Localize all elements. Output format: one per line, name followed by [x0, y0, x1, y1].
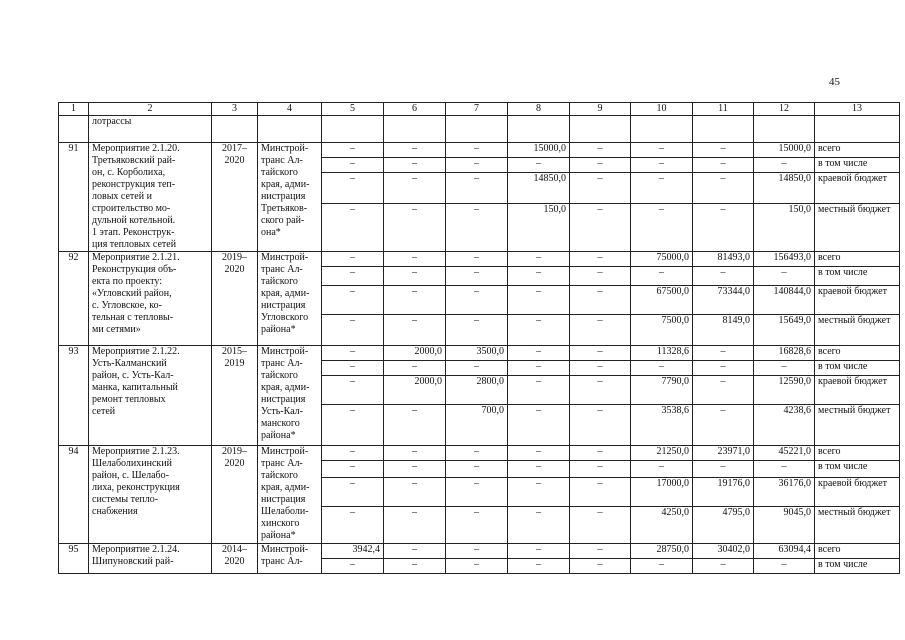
amount-cell: – — [570, 361, 631, 376]
funding-source: местный бюджет — [815, 507, 900, 544]
period — [212, 446, 258, 544]
page-number: 45 — [829, 76, 840, 88]
column-header: 12 — [754, 103, 815, 116]
amount-cell: – — [570, 478, 631, 507]
amount-cell: 45221,0 — [754, 446, 815, 461]
column-header: 9 — [570, 103, 631, 116]
text-line: Минстрой- — [261, 446, 309, 457]
amount-cell: 21250,0 — [631, 446, 693, 461]
text-line: тайского — [261, 167, 298, 178]
text-line: с. Угловское, ко- — [92, 300, 162, 311]
amount-cell: – — [508, 346, 570, 361]
text-line: Усть-Кал- — [261, 406, 303, 417]
amount-cell: – — [322, 252, 384, 267]
amount-cell: 73344,0 — [693, 286, 754, 315]
column-header: 13 — [815, 103, 900, 116]
text-line: «Угловский район, — [92, 288, 172, 299]
amount-cell: – — [322, 267, 384, 286]
text-line: Мероприятие 2.1.24. — [92, 544, 180, 555]
amount-cell: 3538,6 — [631, 405, 693, 446]
amount-cell: 15649,0 — [754, 315, 815, 346]
period — [212, 143, 258, 252]
measure-name — [89, 252, 212, 346]
amount-cell: 2000,0 — [384, 376, 446, 405]
amount-cell: – — [570, 286, 631, 315]
amount-cell: – — [322, 461, 384, 478]
amount-cell: – — [446, 507, 508, 544]
text-line: Шелаболихинский — [92, 458, 172, 469]
amount-cell: – — [631, 559, 693, 574]
amount-cell: – — [693, 461, 754, 478]
text-line: дульной котельной. — [92, 215, 176, 226]
funding-source: краевой бюджет — [815, 478, 900, 507]
amount-cell: 14850,0 — [508, 173, 570, 204]
text-line: района* — [261, 430, 296, 441]
amount-cell: 11328,6 — [631, 346, 693, 361]
amount-cell: – — [570, 143, 631, 158]
funding-source: краевой бюджет — [815, 376, 900, 405]
amount-cell: – — [446, 286, 508, 315]
amount-cell: – — [570, 446, 631, 461]
amount-cell: 7500,0 — [631, 315, 693, 346]
amount-cell: 19176,0 — [693, 478, 754, 507]
amount-cell: – — [693, 158, 754, 173]
measure-name — [89, 544, 212, 574]
amount-cell: 28750,0 — [631, 544, 693, 559]
amount-cell: 2800,0 — [446, 376, 508, 405]
text-line: он, с. Корболиха, — [92, 167, 166, 178]
amount-cell: – — [384, 405, 446, 446]
amount-cell: – — [446, 446, 508, 461]
text-line: транс Ал- — [261, 155, 303, 166]
text-line: транс Ал- — [261, 556, 303, 567]
column-header: 3 — [212, 103, 258, 116]
amount-cell: – — [446, 158, 508, 173]
executor — [258, 544, 322, 574]
text-line: она* — [261, 227, 281, 238]
text-line: транс Ал- — [261, 458, 303, 469]
amount-cell: – — [508, 315, 570, 346]
amount-cell: – — [322, 446, 384, 461]
amount-cell: – — [631, 461, 693, 478]
amount-cell: 14850,0 — [754, 173, 815, 204]
table-row — [59, 446, 900, 461]
text-line: Третьяков- — [261, 203, 308, 214]
amount-cell: – — [570, 252, 631, 267]
amount-cell: 15000,0 — [754, 143, 815, 158]
text-line: нистрация — [261, 394, 306, 405]
amount-cell: – — [693, 204, 754, 252]
text-line: снабжения — [92, 506, 138, 517]
text-line: 2019– — [222, 446, 247, 457]
amount-cell: – — [508, 544, 570, 559]
text-line: нистрация — [261, 191, 306, 202]
amount-cell: 75000,0 — [631, 252, 693, 267]
column-header: 4 — [258, 103, 322, 116]
text-line: лиха, реконструкция — [92, 482, 180, 493]
executor — [258, 346, 322, 446]
amount-cell: – — [384, 252, 446, 267]
text-line: нистрация — [261, 494, 306, 505]
amount-cell: – — [570, 158, 631, 173]
column-header: 10 — [631, 103, 693, 116]
amount-cell: – — [508, 158, 570, 173]
amount-cell: – — [508, 507, 570, 544]
column-header: 7 — [446, 103, 508, 116]
amount-cell: – — [384, 461, 446, 478]
funding-source: в том числе — [815, 158, 900, 173]
amount-cell: – — [508, 252, 570, 267]
header-row — [59, 103, 900, 116]
amount-cell: – — [508, 376, 570, 405]
text-line: ми сетями» — [92, 324, 141, 335]
amount-cell: – — [693, 361, 754, 376]
measure-name — [89, 446, 212, 544]
amount-cell: – — [631, 204, 693, 252]
amount-cell: – — [384, 507, 446, 544]
budget-table — [58, 102, 900, 574]
cell-name: лотрассы — [89, 116, 212, 143]
cell-empty — [258, 116, 322, 143]
amount-cell: 4250,0 — [631, 507, 693, 544]
row-number: 92 — [59, 252, 89, 346]
text-line: Третьяковский рай- — [92, 155, 176, 166]
cell-empty — [570, 116, 631, 143]
text-line: 2020 — [224, 155, 245, 166]
funding-source: в том числе — [815, 267, 900, 286]
column-header: 8 — [508, 103, 570, 116]
text-line: 2020 — [224, 264, 245, 275]
text-line: Мероприятие 2.1.21. — [92, 252, 180, 263]
amount-cell: – — [384, 446, 446, 461]
text-line: хинского — [261, 518, 300, 529]
amount-cell: – — [322, 143, 384, 158]
amount-cell: – — [570, 315, 631, 346]
amount-cell: – — [693, 267, 754, 286]
amount-cell: 700,0 — [446, 405, 508, 446]
amount-cell: – — [322, 204, 384, 252]
amount-cell: – — [384, 267, 446, 286]
amount-cell: – — [446, 204, 508, 252]
amount-cell: – — [446, 544, 508, 559]
amount-cell: – — [508, 361, 570, 376]
text-line: 2019 — [224, 358, 245, 369]
cell-empty — [693, 116, 754, 143]
column-header: 2 — [89, 103, 212, 116]
amount-cell: – — [322, 315, 384, 346]
amount-cell: – — [446, 143, 508, 158]
amount-cell: 7790,0 — [631, 376, 693, 405]
amount-cell: – — [446, 559, 508, 574]
text-line: Минстрой- — [261, 346, 309, 357]
amount-cell: – — [322, 173, 384, 204]
text-line: Шелаболи- — [261, 506, 309, 517]
amount-cell: 8149,0 — [693, 315, 754, 346]
amount-cell: – — [384, 315, 446, 346]
text-line: Мероприятие 2.1.20. — [92, 143, 180, 154]
funding-source: всего — [815, 346, 900, 361]
period — [212, 346, 258, 446]
amount-cell: 4795,0 — [693, 507, 754, 544]
text-line: системы тепло- — [92, 494, 159, 505]
amount-cell: – — [384, 143, 446, 158]
amount-cell: – — [570, 267, 631, 286]
text-line: строительство мо- — [92, 203, 171, 214]
amount-cell: 3942,4 — [322, 544, 384, 559]
cell-empty — [446, 116, 508, 143]
funding-source: всего — [815, 446, 900, 461]
text-line: Мероприятие 2.1.22. — [92, 346, 180, 357]
cell-empty — [631, 116, 693, 143]
amount-cell: – — [384, 559, 446, 574]
amount-cell: 36176,0 — [754, 478, 815, 507]
amount-cell: 150,0 — [508, 204, 570, 252]
amount-cell: 30402,0 — [693, 544, 754, 559]
measure-name — [89, 143, 212, 252]
amount-cell: – — [446, 173, 508, 204]
amount-cell: – — [631, 173, 693, 204]
text-line: тайского — [261, 470, 298, 481]
amount-cell: – — [322, 405, 384, 446]
table-row — [59, 143, 900, 158]
text-line: Шипуновский рай- — [92, 556, 174, 567]
amount-cell: – — [754, 158, 815, 173]
table-row — [59, 346, 900, 361]
amount-cell: – — [384, 158, 446, 173]
amount-cell: – — [322, 559, 384, 574]
amount-cell: – — [693, 346, 754, 361]
executor — [258, 143, 322, 252]
text-line: манского — [261, 418, 300, 429]
amount-cell: – — [631, 267, 693, 286]
amount-cell: 23971,0 — [693, 446, 754, 461]
amount-cell: – — [754, 267, 815, 286]
amount-cell: – — [322, 286, 384, 315]
amount-cell: – — [322, 507, 384, 544]
cell-empty — [212, 116, 258, 143]
funding-source: всего — [815, 252, 900, 267]
amount-cell: – — [446, 361, 508, 376]
row-number: 95 — [59, 544, 89, 574]
amount-cell: – — [693, 405, 754, 446]
amount-cell: – — [631, 158, 693, 173]
cell-empty — [384, 116, 446, 143]
amount-cell: 140844,0 — [754, 286, 815, 315]
funding-source: всего — [815, 143, 900, 158]
text-line: 2017– — [222, 143, 247, 154]
amount-cell: – — [384, 478, 446, 507]
funding-source: краевой бюджет — [815, 286, 900, 315]
amount-cell: – — [508, 461, 570, 478]
amount-cell: – — [631, 361, 693, 376]
column-header: 11 — [693, 103, 754, 116]
cell-empty — [59, 116, 89, 143]
text-line: транс Ал- — [261, 358, 303, 369]
amount-cell: – — [508, 478, 570, 507]
amount-cell: 17000,0 — [631, 478, 693, 507]
column-header: 6 — [384, 103, 446, 116]
executor — [258, 446, 322, 544]
text-line: Усть-Калманский — [92, 358, 167, 369]
text-line: тайского — [261, 276, 298, 287]
amount-cell: – — [570, 376, 631, 405]
funding-source: в том числе — [815, 559, 900, 574]
amount-cell: 15000,0 — [508, 143, 570, 158]
row-number: 93 — [59, 346, 89, 446]
text-line: ремонт тепловых — [92, 394, 166, 405]
amount-cell: – — [322, 376, 384, 405]
continuation-row — [59, 116, 900, 143]
measure-name — [89, 346, 212, 446]
amount-cell: – — [631, 143, 693, 158]
column-header: 5 — [322, 103, 384, 116]
period — [212, 544, 258, 574]
executor — [258, 252, 322, 346]
text-line: 1 этап. Реконструк- — [92, 227, 175, 238]
text-line: сетей — [92, 406, 116, 417]
amount-cell: 9045,0 — [754, 507, 815, 544]
amount-cell: – — [508, 446, 570, 461]
text-line: края, адми- — [261, 382, 310, 393]
funding-source: краевой бюджет — [815, 173, 900, 204]
amount-cell: – — [570, 507, 631, 544]
text-line: Минстрой- — [261, 252, 309, 263]
text-line: нистрация — [261, 300, 306, 311]
amount-cell: – — [322, 478, 384, 507]
period — [212, 252, 258, 346]
text-line: реконструкция теп- — [92, 179, 176, 190]
amount-cell: – — [322, 361, 384, 376]
amount-cell: – — [570, 346, 631, 361]
text-line: 2020 — [224, 458, 245, 469]
text-line: манка, капитальный — [92, 382, 178, 393]
amount-cell: – — [754, 361, 815, 376]
text-line: края, адми- — [261, 179, 310, 190]
text-line: района* — [261, 530, 296, 541]
amount-cell: – — [322, 158, 384, 173]
funding-source: всего — [815, 544, 900, 559]
amount-cell: 63094,4 — [754, 544, 815, 559]
text-line: ловых сетей и — [92, 191, 152, 202]
amount-cell: – — [693, 173, 754, 204]
row-number: 94 — [59, 446, 89, 544]
amount-cell: – — [693, 143, 754, 158]
amount-cell: – — [384, 286, 446, 315]
table-row — [59, 252, 900, 267]
text-line: 2019– — [222, 252, 247, 263]
amount-cell: – — [446, 461, 508, 478]
amount-cell: – — [693, 376, 754, 405]
text-line: Мероприятие 2.1.23. — [92, 446, 180, 457]
text-line: Минстрой- — [261, 143, 309, 154]
text-line: ция тепловых сетей — [92, 239, 177, 250]
amount-cell: – — [446, 267, 508, 286]
amount-cell: 16828,6 — [754, 346, 815, 361]
text-line: Минстрой- — [261, 544, 309, 555]
text-line: района* — [261, 324, 296, 335]
text-line: Угловского — [261, 312, 309, 323]
text-line: екта по проекту: — [92, 276, 162, 287]
text-line: ского рай- — [261, 215, 305, 226]
amount-cell: – — [384, 173, 446, 204]
amount-cell: 4238,6 — [754, 405, 815, 446]
amount-cell: – — [570, 204, 631, 252]
cell-empty — [322, 116, 384, 143]
amount-cell: – — [384, 361, 446, 376]
amount-cell: – — [754, 559, 815, 574]
amount-cell: 81493,0 — [693, 252, 754, 267]
text-line: Реконструкция объ- — [92, 264, 177, 275]
text-line: тельная с тепловы- — [92, 312, 174, 323]
text-line: тайского — [261, 370, 298, 381]
funding-source: местный бюджет — [815, 204, 900, 252]
text-line: транс Ал- — [261, 264, 303, 275]
amount-cell: 2000,0 — [384, 346, 446, 361]
amount-cell: – — [322, 346, 384, 361]
amount-cell: 150,0 — [754, 204, 815, 252]
table-row — [59, 544, 900, 559]
cell-empty — [508, 116, 570, 143]
amount-cell: – — [384, 544, 446, 559]
amount-cell: – — [570, 461, 631, 478]
text-line: края, адми- — [261, 482, 310, 493]
amount-cell: – — [570, 544, 631, 559]
cell-empty — [754, 116, 815, 143]
amount-cell: 156493,0 — [754, 252, 815, 267]
text-line: 2020 — [224, 556, 245, 567]
text-line: 2014– — [222, 544, 247, 555]
amount-cell: 3500,0 — [446, 346, 508, 361]
amount-cell: – — [508, 286, 570, 315]
amount-cell: 12590,0 — [754, 376, 815, 405]
amount-cell: – — [446, 252, 508, 267]
amount-cell: – — [570, 559, 631, 574]
text-line: район, с. Шелабо- — [92, 470, 169, 481]
amount-cell: – — [570, 405, 631, 446]
text-line: район, с. Усть-Кал- — [92, 370, 174, 381]
text-line: края, адми- — [261, 288, 310, 299]
amount-cell: – — [570, 173, 631, 204]
amount-cell: – — [446, 315, 508, 346]
cell-empty — [815, 116, 900, 143]
funding-source: местный бюджет — [815, 315, 900, 346]
text-line: 2015– — [222, 346, 247, 357]
amount-cell: – — [384, 204, 446, 252]
amount-cell: – — [508, 559, 570, 574]
amount-cell: – — [508, 405, 570, 446]
amount-cell: 67500,0 — [631, 286, 693, 315]
amount-cell: – — [446, 478, 508, 507]
column-header: 1 — [59, 103, 89, 116]
amount-cell: – — [693, 559, 754, 574]
amount-cell: – — [508, 267, 570, 286]
funding-source: в том числе — [815, 361, 900, 376]
funding-source: в том числе — [815, 461, 900, 478]
funding-source: местный бюджет — [815, 405, 900, 446]
amount-cell: – — [754, 461, 815, 478]
row-number: 91 — [59, 143, 89, 252]
